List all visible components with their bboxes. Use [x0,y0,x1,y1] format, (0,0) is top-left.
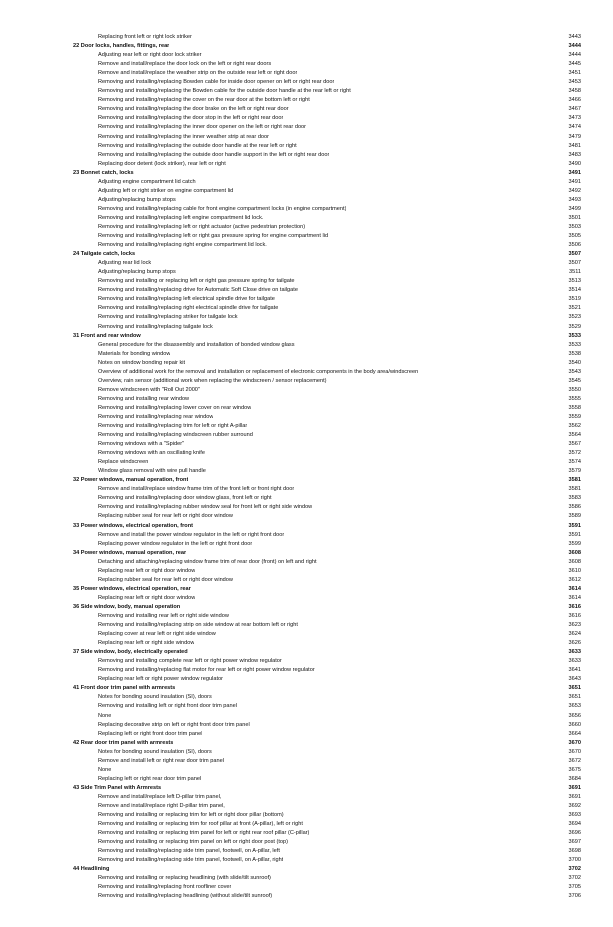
toc-entry [73,838,581,847]
toc-page-number: 3481 [568,142,581,149]
toc-entry-title: Removing and installing/replacing right electrical spindle drive for tailgate [98,305,279,312]
toc-entry-title: Replacing door detent (lock striker), rear left or right [98,160,226,167]
toc-entry [73,630,581,639]
toc-page-number: 3492 [568,187,581,194]
toc-entry-title: Removing and installing/replacing the outside door handle support in the left or right rear door [98,151,330,158]
toc-page-number: 3660 [568,721,581,728]
toc-entry [73,277,581,286]
toc-entry-title: Removing and installing/replacing the inner weather strip at rear door [98,133,270,140]
toc-page-number: 3507 [568,260,581,267]
toc-entry [73,341,581,350]
toc-page-number: 3623 [568,622,581,629]
toc-entry-title: Remove windscreen with "Roll Out 2000" [98,386,200,393]
toc-page-number: 3511 [568,269,581,276]
toc-section-heading [73,684,581,693]
toc-page-number: 3503 [568,223,581,230]
toc-entry [73,133,581,142]
toc-entry [73,485,581,494]
toc-entry [73,60,581,69]
toc-page-number: 3491 [568,178,581,185]
toc-entry-title: Removing and installing/replacing right engine compartment lid lock. [98,242,267,249]
toc-entry-title: Adjusting rear lid lock [98,260,152,267]
toc-entry [73,757,581,766]
toc-entry-title: Removing and installing left or right front door trim panel [98,703,237,710]
toc-entry-title: Notes for bonding sound insulation (SI), doors [98,694,212,701]
toc-entry [73,259,581,268]
toc-entry-title: Removing and installing/replacing trim for left or right A-pillar [98,423,248,430]
toc-entry-title: 41 Front door trim panel with armrests [73,685,176,692]
toc-section-heading [73,250,581,259]
toc-page-number: 3491 [568,169,581,176]
toc-page-number: 3633 [568,658,581,665]
toc-entry [73,404,581,413]
toc-entry-title: Removing and installing/replacing the outside door handle at the rear left or right [98,142,297,149]
toc-entry-title: 44 Headlining [73,866,110,873]
toc-page-number: 3675 [568,766,581,773]
toc-entry-title: Removing windows with an oscillating knife [98,450,205,457]
toc-entry-title: Remove and install/replace the weather strip on the outside rear left or right door [98,70,298,77]
toc-page-number: 3444 [568,52,581,59]
toc-entry [73,78,581,87]
toc-entry-title: Removing and installing/replacing side trim panel, footwell, on A-pillar, right [98,857,284,864]
toc-page-number: 3581 [568,486,581,493]
toc-entry [73,422,581,431]
toc-page-number: 3458 [568,88,581,95]
toc-entry-title: Remove and install/replace right D-pillar trim panel, [98,802,225,809]
toc-page-number: 3684 [568,775,581,782]
toc-entry [73,286,581,295]
toc-entry [73,612,581,621]
toc-entry-title: Removing windows with a "Spider" [98,441,185,448]
toc-page-number: 3624 [568,631,581,638]
toc-section-heading [73,42,581,51]
toc-entry [73,178,581,187]
toc-entry-title: Removing and installing complete rear left or right power window regulator [98,658,282,665]
toc-entry [73,594,581,603]
toc-entry-title: Replacing left or right front door trim panel [98,730,203,737]
toc-entry [73,657,581,666]
toc-entry [73,576,581,585]
toc-page-number: 3589 [568,513,581,520]
toc-page-number: 3691 [568,784,581,791]
toc-page-number: 3670 [568,739,581,746]
toc-page-number: 3467 [568,106,581,113]
toc-page-number: 3521 [568,305,581,312]
toc-page-number: 3505 [568,233,581,240]
toc-entry-title: Removing and installing/replacing flat motor for rear left or right power window regulator [98,667,315,674]
toc-entry-title: Removing and installing rear window [98,395,190,402]
toc-entry [73,114,581,123]
toc-entry [73,793,581,802]
toc-page-number: 3533 [568,341,581,348]
toc-entry [73,377,581,386]
toc-entry [73,883,581,892]
toc-entry [73,702,581,711]
toc-page-number: 3583 [568,495,581,502]
toc-entry [73,449,581,458]
toc-entry [73,96,581,105]
toc-entry [73,69,581,78]
toc-entry [73,413,581,422]
toc-entry [73,304,581,313]
toc-entry-title: 37 Side window, body, electrically operated [73,649,188,656]
toc-page-number: 3559 [568,413,581,420]
toc-entry [73,205,581,214]
toc-page-number: 3483 [568,151,581,158]
toc-entry-title: Replacing rubber seal for rear left or right door window [98,576,233,583]
toc-page-number: 3610 [568,567,581,574]
toc-entry-title: 35 Power windows, electrical operation, rear [73,585,191,592]
toc-entry-title: Removing and installing/replacing rear window [98,413,214,420]
toc-entry-title: Removing and installing or replacing left or right gas pressure spring for tailgate [98,278,295,285]
toc-page-number: 3493 [568,196,581,203]
toc-page-number: 3473 [568,115,581,122]
toc-page-number: 3616 [568,613,581,619]
toc-entry [73,160,581,169]
toc-page-number: 3651 [568,685,581,692]
toc-entry [73,395,581,404]
toc-page-number: 3540 [568,359,581,366]
toc-page-number: 3474 [568,124,581,131]
toc-entry-title: Removing and installing/replacing tailgate lock [98,323,213,330]
toc-page-number: 3555 [568,395,581,402]
toc-entry-title: Window glass removal with wire pull handle [98,468,206,475]
toc-section-heading [73,784,581,793]
toc-section-heading [73,739,581,748]
toc-page-number: 3692 [568,802,581,809]
toc-page-number: 3664 [568,730,581,737]
toc-entry [73,730,581,739]
toc-entry [73,323,581,332]
toc-entry-title: General procedure for the disassembly and installation of bonded window glass [98,341,295,348]
toc-entry-title: Replacing rear left or right door window [98,594,196,601]
toc-entry-title: Removing and installing/replacing headlining (without slide/tilt sunroof) [98,893,273,900]
toc-entry [73,829,581,838]
toc-entry [73,892,581,901]
toc-entry-title: Removing and installing/replacing the door brake on the left or right rear door [98,106,289,113]
toc-entry-title: 31 Front and rear window [73,332,141,339]
toc-entry [73,802,581,811]
toc-page-number: 3443 [568,34,581,40]
toc-page-number: 3672 [568,757,581,764]
toc-entry [73,268,581,277]
toc-entry-title: Removing and installing/replacing the inner door opener on the left or right rear door [98,124,307,131]
toc-page-number: 3608 [568,549,581,556]
toc-entry-title: Removing and installing/replacing the door stop in the left or right rear door [98,115,284,122]
toc-entry-title: 22 Door locks, handles, fittings, rear [73,43,170,50]
toc-entry [73,458,581,467]
toc-entry-title: Remove and install/replace left D-pillar trim panel, [98,793,222,800]
toc-page-number: 3499 [568,205,581,212]
toc-entry [73,675,581,684]
toc-page-number: 3567 [568,441,581,448]
toc-entry [73,567,581,576]
toc-entry-title: 24 Tailgate catch, locks [73,251,136,258]
toc-page-number: 3466 [568,97,581,104]
toc-page-number: 3501 [568,214,581,221]
toc-section-heading [73,332,581,341]
toc-entry [73,313,581,322]
toc-page-number: 3693 [568,812,581,819]
toc-entry [73,51,581,60]
toc-entry-title: Replacing rubber seal for rear left or right door window [98,513,233,520]
toc-entry-title: Removing and installing/replacing door window glass, front left or right [98,495,272,502]
toc-entry [73,359,581,368]
toc-entry [73,621,581,630]
toc-entry [73,811,581,820]
toc-entry-title: Removing and installing/replacing striker for tailgate lock [98,314,238,321]
toc-entry [73,503,581,512]
toc-entry-title: 34 Power windows, manual operation, rear [73,549,187,556]
toc-page-number: 3641 [568,667,581,674]
toc-page-number: 3581 [568,477,581,484]
toc-page-number: 3696 [568,830,581,837]
toc-entry-title: Remove and install left or right rear door trim panel [98,757,224,764]
toc-entry-title: 43 Side Trim Panel with Armrests [73,784,162,791]
toc-page-number: 3591 [568,522,581,529]
toc-page-number: 3579 [568,468,581,475]
toc-entry-title: Removing and installing/replacing Bowden cable for inside door opener on left or right rear door [98,79,335,86]
toc-entry [73,440,581,449]
toc-entry-title: Removing and installing or replacing trim panel on left or right door post (top) [98,839,288,846]
toc-entry [73,33,581,42]
toc-entry-title: Adjusting engine compartment lid catch [98,178,196,185]
toc-page-number: 3529 [568,323,581,330]
toc-page-number: 3453 [568,79,581,86]
toc-page-number: 3445 [568,61,581,68]
toc-entry-title: Replacing rear left or right side window [98,640,195,647]
toc-page-number: 3705 [568,884,581,891]
toc-entry-title: Replacing rear left or right power window regulator [98,676,223,683]
toc-entry-title: Removing and installing/replacing left or right actuator (active pedestrian protection) [98,223,306,230]
toc-entry [73,105,581,114]
toc-entry [73,712,581,721]
toc-page-number: 3506 [568,242,581,249]
toc-entry [73,766,581,775]
toc-section-heading [73,549,581,558]
toc-entry-title: Removing and installing/replacing side trim panel, footwell, on A-pillar, left [98,848,280,855]
toc-entry-title: 36 Side window, body, manual operation [73,603,181,610]
toc-page-number: 3514 [568,287,581,294]
toc-page-number: 3616 [568,603,581,610]
toc-section-heading [73,648,581,657]
toc-entry-title: Removing and installing rear left or right side window [98,613,229,619]
toc-page-number: 3670 [568,748,581,755]
toc-page-number: 3564 [568,432,581,439]
toc-entry [73,214,581,223]
toc-entry-title: Replacing power window regulator in the left or right front door [98,540,253,547]
toc-page-number: 3444 [568,43,581,50]
toc-entry-title: Adjusting/replacing bump stops [98,196,176,203]
toc-entry-title: Removing and installing/replacing left engine compartment lid lock. [98,214,264,221]
toc-page-number: 3572 [568,450,581,457]
toc-entry [73,142,581,151]
toc-entry-title: Remove and install/replace the door lock on the left or right rear doors [98,61,272,68]
toc-entry-title: Adjusting/replacing bump stops [98,269,176,276]
toc-page-number: 3562 [568,423,581,430]
toc-entry-title: Materials for bonding window [98,350,171,357]
toc-page-number: 3490 [568,160,581,167]
toc-section-heading [73,603,581,612]
toc-entry [73,748,581,757]
toc-section-heading [73,865,581,874]
toc-entry [73,467,581,476]
toc-entry-title: Removing and installing/replacing left or right gas pressure spring for engine compartment lid [98,233,329,240]
toc-entry-title: Replacing front left or right lock striker [98,34,192,40]
toc-entry-title: None [98,712,112,719]
toc-section-heading [73,522,581,531]
toc-page-number: 3479 [568,133,581,140]
toc-page-number: 3691 [568,793,581,800]
toc-page-number: 3586 [568,504,581,511]
toc-entry-title: Adjusting rear left or right door lock striker [98,52,202,59]
toc-entry-title: Removing and installing or replacing headlining (with slide/tilt sunroof) [98,875,271,882]
toc-section-heading [73,585,581,594]
toc-entry [73,350,581,359]
toc-page-number: 3653 [568,703,581,710]
toc-entry-title: Remove and install/replace window frame trim of the front left or front right door [98,486,295,493]
toc-page-number: 3513 [568,278,581,285]
toc-entry-title: Removing and installing/replacing strip on side window at rear bottom left or right [98,622,298,629]
toc-entry-title: Adjusting left or right striker on engine compartment lid [98,187,234,194]
toc-entry-title: Removing and installing/replacing front roofliner cover [98,884,232,891]
toc-entry-title: Removing and installing/replacing the Bowden cable for the outside door handle at the rear left or right [98,88,351,95]
toc-page-number: 3643 [568,676,581,683]
toc-entry [73,820,581,829]
toc-page-number: 3626 [568,640,581,647]
toc-entry-title: Overview of additional work for the removal and installation or replacement of electronic components in the body area/windscreen [98,368,419,375]
toc-page-number: 3698 [568,848,581,855]
toc-entry-title: Removing and installing/replacing cable for front engine compartment locks (in engine compartment) [98,205,347,212]
toc-entry [73,775,581,784]
toc-page-number: 3550 [568,386,581,393]
toc-entry-title: Removing and installing or replacing trim panel for left or right rear roof pillar (C-pillar) [98,830,310,837]
toc-entry-title: Replacing left or right rear door trim panel [98,775,202,782]
toc-page-number: 3533 [568,332,581,339]
toc-page-number: 3558 [568,404,581,411]
toc-page-number: 3700 [568,857,581,864]
toc-entry [73,531,581,540]
toc-entry-title: Overview, rain sensor (additional work when replacing the windscreen / sensor replacement) [98,377,327,384]
toc-page-number: 3451 [568,70,581,77]
toc-entry [73,693,581,702]
toc-entry-title: Removing and installing/replacing the cover on the rear door at the bottom left or right [98,97,310,104]
toc-entry-title: 23 Bonnet catch, locks [73,169,134,176]
toc-entry [73,232,581,241]
toc-entry [73,847,581,856]
toc-page-number: 3614 [568,585,581,592]
toc-page-number: 3702 [568,866,581,873]
toc-section-heading [73,476,581,485]
toc-entry [73,123,581,132]
toc-entry-title: Notes on window bonding repair kit [98,359,186,366]
toc-entry-title: Replacing cover at rear left or right side window [98,631,216,638]
toc-page-number: 3702 [568,875,581,882]
toc-page-number: 3523 [568,314,581,321]
toc-page-number: 3538 [568,350,581,357]
toc-page-number: 3507 [568,251,581,258]
toc-entry [73,721,581,730]
toc-entry [73,223,581,232]
toc-entry [73,368,581,377]
toc-section-heading [73,169,581,178]
table-of-contents [73,33,581,902]
toc-page-number: 3574 [568,459,581,466]
toc-page-number: 3608 [568,558,581,565]
toc-entry [73,196,581,205]
toc-entry-title: Remove and install the power window regulator in the left or right front door [98,531,285,538]
toc-entry [73,558,581,567]
toc-page-number: 3706 [568,893,581,900]
toc-entry-title: 42 Rear door trim panel with armrests [73,739,174,746]
toc-page-number: 3545 [568,377,581,384]
toc-page-number: 3697 [568,839,581,846]
toc-entry-title: Replace windscreen [98,459,149,466]
toc-entry-title: Removing and installing/replacing lower cover on rear window [98,404,252,411]
toc-entry-title: Removing and installing/replacing windscreen rubber surround [98,432,253,439]
toc-entry-title: 32 Power windows, manual operation, front [73,477,189,484]
toc-entry [73,386,581,395]
toc-entry-title: Removing and installing/replacing left electrical spindle drive for tailgate [98,296,275,303]
toc-entry-title: Removing and installing/replacing drive for Automatic Soft Close drive on tailgate [98,287,298,294]
toc-entry [73,512,581,521]
toc-entry [73,540,581,549]
toc-page-number: 3694 [568,821,581,828]
toc-page-number: 3633 [568,649,581,656]
toc-entry [73,874,581,883]
toc-entry [73,241,581,250]
toc-entry-title: Detaching and attaching/replacing window frame trim of rear door (front) on left and right [98,558,317,565]
toc-entry-title: Replacing rear left or right door window [98,567,196,574]
toc-page-number: 3591 [568,531,581,538]
toc-entry [73,666,581,675]
toc-page-number: 3612 [568,576,581,583]
toc-page-number: 3614 [568,594,581,601]
toc-entry [73,856,581,865]
toc-entry-title: None [98,766,112,773]
toc-entry [73,87,581,96]
toc-page-number: 3599 [568,540,581,547]
toc-page-number: 3519 [568,296,581,303]
toc-entry [73,639,581,648]
toc-entry-title: Replacing decorative strip on left or right front door trim panel [98,721,250,728]
toc-entry [73,295,581,304]
toc-entry-title: Removing and installing/replacing rubber window seal for front left or right side window [98,504,313,511]
toc-entry [73,494,581,503]
toc-page-number: 3651 [568,694,581,701]
toc-entry [73,187,581,196]
toc-entry-title: Removing and installing or replacing trim for left or right door pillar (bottom) [98,812,284,819]
toc-entry-title: Notes for bonding sound insulation (SI), doors [98,748,212,755]
toc-page-number: 3543 [568,368,581,375]
toc-entry [73,431,581,440]
toc-entry-title: 33 Power windows, electrical operation, front [73,522,193,529]
toc-entry [73,151,581,160]
toc-entry-title: Removing and installing or replacing trim for roof pillar at front (A-pillar), left or right [98,821,303,828]
toc-page-number: 3656 [568,712,581,719]
